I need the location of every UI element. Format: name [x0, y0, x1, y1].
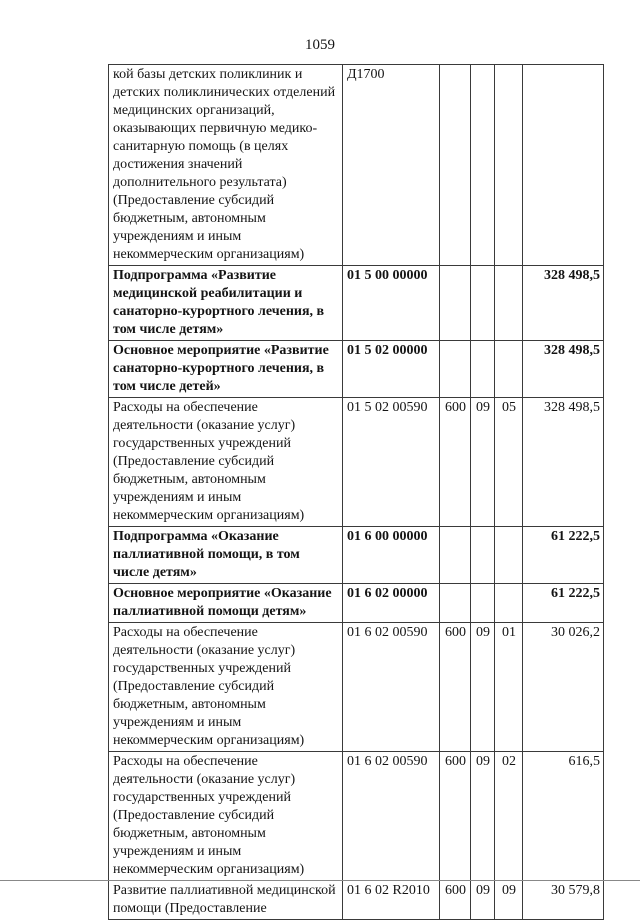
row-code: 01 6 02 00000	[343, 584, 440, 623]
table-row	[109, 752, 604, 881]
row-name: Подпрограмма «Оказание паллиативной помощи, в том числе детям»	[109, 527, 343, 584]
row-pr	[495, 527, 523, 584]
row-rz: 09	[471, 623, 495, 752]
row-rz	[471, 341, 495, 398]
row-sum: 328 498,5	[523, 398, 604, 527]
row-name: Расходы на обеспечение деятельности (оказание услуг) государственных учреждений (Предоставление субсидий бюджетным, автономным учреждениям и иным некоммерческим организациям)	[109, 398, 343, 527]
row-code: 01 6 02 00590	[343, 623, 440, 752]
row-sum: 30 579,8	[523, 881, 604, 920]
table-row	[109, 266, 604, 341]
row-sum: 61 222,5	[523, 527, 604, 584]
row-pr	[495, 65, 523, 266]
row-code: 01 5 02 00590	[343, 398, 440, 527]
budget-table	[108, 64, 604, 920]
row-sum	[523, 65, 604, 266]
row-pr	[495, 266, 523, 341]
row-code: 01 6 02 R2010	[343, 881, 440, 920]
row-name: Расходы на обеспечение деятельности (оказание услуг) государственных учреждений (Предоставление субсидий бюджетным, автономным учреждениям и иным некоммерческим организациям)	[109, 623, 343, 752]
row-name: Основное мероприятие «Развитие санаторно-курортного лечения, в том числе детей»	[109, 341, 343, 398]
row-vr	[440, 584, 471, 623]
row-rz	[471, 527, 495, 584]
table-row	[109, 881, 604, 920]
row-sum: 328 498,5	[523, 266, 604, 341]
row-vr	[440, 527, 471, 584]
table-row	[109, 341, 604, 398]
row-rz: 09	[471, 881, 495, 920]
row-name: Подпрограмма «Развитие медицинской реабилитации и санаторно-курортного лечения, в том числе детям»	[109, 266, 343, 341]
row-vr	[440, 65, 471, 266]
row-sum: 30 026,2	[523, 623, 604, 752]
row-rz: 09	[471, 752, 495, 881]
row-rz	[471, 65, 495, 266]
table-row	[109, 623, 604, 752]
page-bottom-rule	[0, 880, 640, 881]
row-vr: 600	[440, 623, 471, 752]
row-vr: 600	[440, 398, 471, 527]
row-pr: 05	[495, 398, 523, 527]
row-pr	[495, 341, 523, 398]
row-vr: 600	[440, 752, 471, 881]
table-row	[109, 527, 604, 584]
row-code: 01 5 00 00000	[343, 266, 440, 341]
row-pr: 02	[495, 752, 523, 881]
row-sum: 616,5	[523, 752, 604, 881]
row-code: Д1700	[343, 65, 440, 266]
row-name: Основное мероприятие «Оказание паллиативной помощи детям»	[109, 584, 343, 623]
row-vr	[440, 266, 471, 341]
row-vr	[440, 341, 471, 398]
row-rz: 09	[471, 398, 495, 527]
row-code: 01 5 02 00000	[343, 341, 440, 398]
table-row	[109, 65, 604, 266]
row-rz	[471, 266, 495, 341]
row-code: 01 6 02 00590	[343, 752, 440, 881]
table-row	[109, 584, 604, 623]
row-sum: 328 498,5	[523, 341, 604, 398]
row-name: Развитие паллиативной медицинской помощи (Предоставление	[109, 881, 343, 920]
page-number: 1059	[305, 37, 335, 53]
row-code: 01 6 00 00000	[343, 527, 440, 584]
table-row	[109, 398, 604, 527]
row-vr: 600	[440, 881, 471, 920]
row-sum: 61 222,5	[523, 584, 604, 623]
row-pr	[495, 584, 523, 623]
row-name: Расходы на обеспечение деятельности (оказание услуг) государственных учреждений (Предоставление субсидий бюджетным, автономным учреждениям и иным некоммерческим организациям)	[109, 752, 343, 881]
row-name: кой базы детских поликлиник и детских поликлинических отделений медицинских организаций, оказывающих первичную медико-санитарную помощь (в целях достижения значений дополнительного результата) (Предоставление субсидий бюджетным, автономным учреждениям и иным некоммерческим организациям)	[109, 65, 343, 266]
row-pr: 09	[495, 881, 523, 920]
row-pr: 01	[495, 623, 523, 752]
row-rz	[471, 584, 495, 623]
